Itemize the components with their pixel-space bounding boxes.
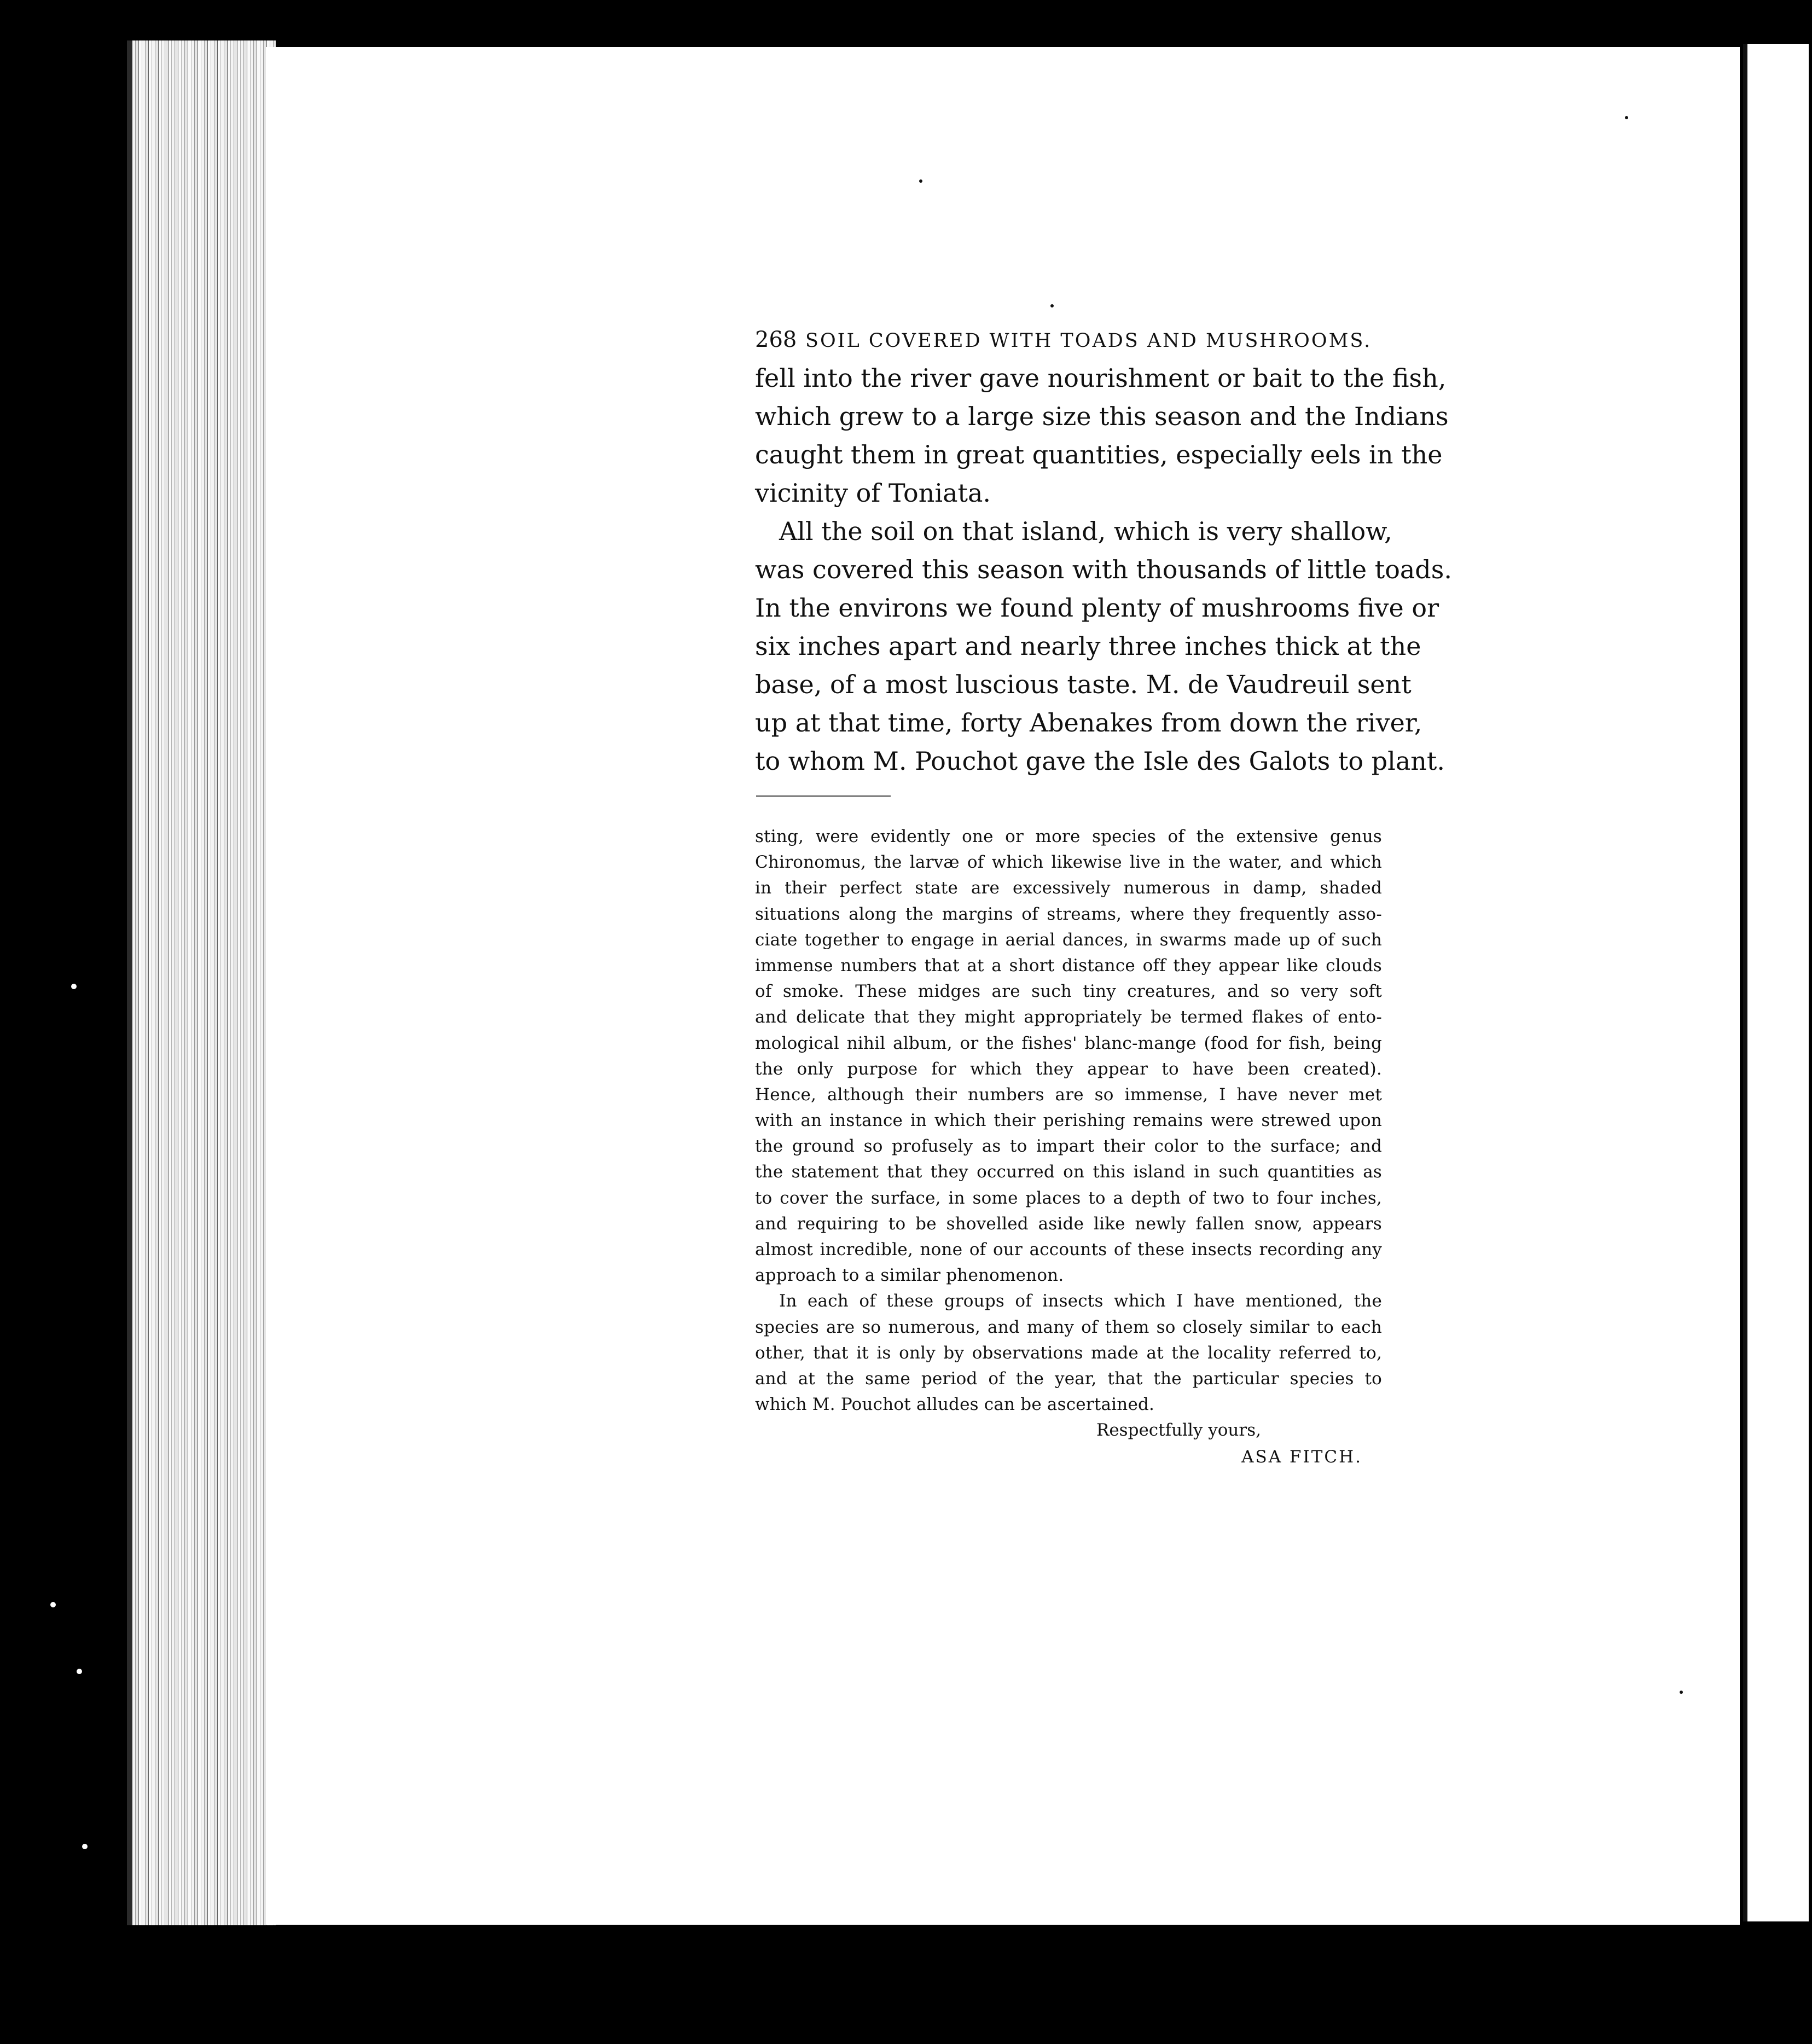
main-text-line: In the environs we found plenty of mushrooms five or	[755, 593, 1439, 623]
scan-speck	[77, 1669, 82, 1674]
footnote-line: almost incredible, none of our accounts of these insects recording any	[755, 1240, 1382, 1259]
footnote-line: immense numbers that at a short distance off they appear like clouds	[755, 955, 1382, 975]
footnote-line: and delicate that they might appropriately be termed flakes of ento-	[755, 1007, 1382, 1027]
footnote-line: Hence, although their numbers are so immense, I have never met	[755, 1084, 1382, 1105]
running-title: SOIL COVERED WITH TOADS AND MUSHROOMS.	[805, 330, 1372, 352]
footnote-line: approach to a similar phenomenon.	[755, 1265, 1064, 1286]
footnote-line: with an instance in which their perishing remains were strewed upon	[755, 1111, 1382, 1131]
main-text-line: caught them in great quantities, especially eels in the	[755, 440, 1443, 469]
footnote-line: and at the same period of the year, that the particular species to	[755, 1368, 1382, 1389]
scan-speck	[82, 1844, 88, 1849]
main-text-line: six inches apart and nearly three inches thick at the	[755, 631, 1421, 661]
main-text-line: was covered this season with thousands of little toads.	[755, 555, 1452, 584]
scan-speck	[71, 984, 77, 989]
closing-salutation: Respectfully yours,	[1096, 1420, 1261, 1441]
footnote-line: the ground so profusely as to impart their color to the surface; and	[755, 1136, 1382, 1157]
main-text-line: All the soil on that island, which is very shallow,	[779, 516, 1392, 546]
facing-page-edge	[1743, 44, 1809, 1921]
footnote	[755, 824, 1382, 1418]
footnote-line: and requiring to be shovelled aside like newly fallen snow, appears	[755, 1213, 1382, 1234]
footnote-line: mological nihil album, or the fishes' blanc-mange (food for fish, being	[755, 1033, 1382, 1053]
footnote-line: to cover the surface, in some places to a depth of two to four inches,	[755, 1188, 1382, 1208]
footnote-line: the only purpose for which they appear to have been created).	[755, 1059, 1382, 1079]
main-text-line: vicinity of Toniata.	[755, 478, 991, 508]
ink-dot	[1680, 1691, 1683, 1694]
page-number: 268	[755, 327, 797, 352]
footnote-line: species are so numerous, and many of them so closely similar to each	[755, 1317, 1382, 1337]
footnote-rule	[756, 795, 891, 797]
footnote-line: other, that it is only by observations made at the locality referred to,	[755, 1343, 1382, 1363]
ink-dot	[1625, 116, 1628, 119]
book-fore-edge	[127, 40, 276, 1925]
footnote-line: in their perfect state are excessively numerous in damp, shaded	[755, 878, 1382, 898]
main-text-line: fell into the river gave nourishment or bait to the fish,	[755, 363, 1447, 393]
main-text	[755, 359, 1452, 780]
footnote-line: ciate together to engage in aerial dances, in swarms made up of such	[755, 930, 1382, 950]
ink-dot	[1050, 304, 1054, 307]
signature: ASA FITCH.	[1241, 1447, 1362, 1467]
footnote-line: of smoke. These midges are such tiny creatures, and so very soft	[755, 982, 1382, 1002]
running-head	[755, 327, 1382, 352]
ink-dot	[919, 179, 922, 183]
footnote-line: situations along the margins of streams, where they frequently asso-	[755, 904, 1382, 924]
footnote-line: the statement that they occurred on this island in such quantities as	[755, 1162, 1382, 1182]
main-text-line: to whom M. Pouchot gave the Isle des Galots to plant.	[755, 746, 1445, 776]
main-text-line: up at that time, forty Abenakes from down the river,	[755, 708, 1422, 738]
page-content	[755, 327, 1452, 1471]
footnote-line: In each of these groups of insects which I have mentioned, the	[779, 1291, 1382, 1311]
footnote-line: which M. Pouchot alludes can be ascertained.	[755, 1395, 1155, 1415]
main-text-line: which grew to a large size this season and the Indians	[755, 402, 1449, 431]
footnote-line: sting, were evidently one or more species of the extensive genus	[755, 827, 1382, 846]
scan-speck	[50, 1602, 56, 1607]
footnote-line: Chironomus, the larvæ of which likewise live in the water, and which	[755, 852, 1382, 873]
main-text-line: base, of a most luscious taste. M. de Vaudreuil sent	[755, 670, 1412, 699]
